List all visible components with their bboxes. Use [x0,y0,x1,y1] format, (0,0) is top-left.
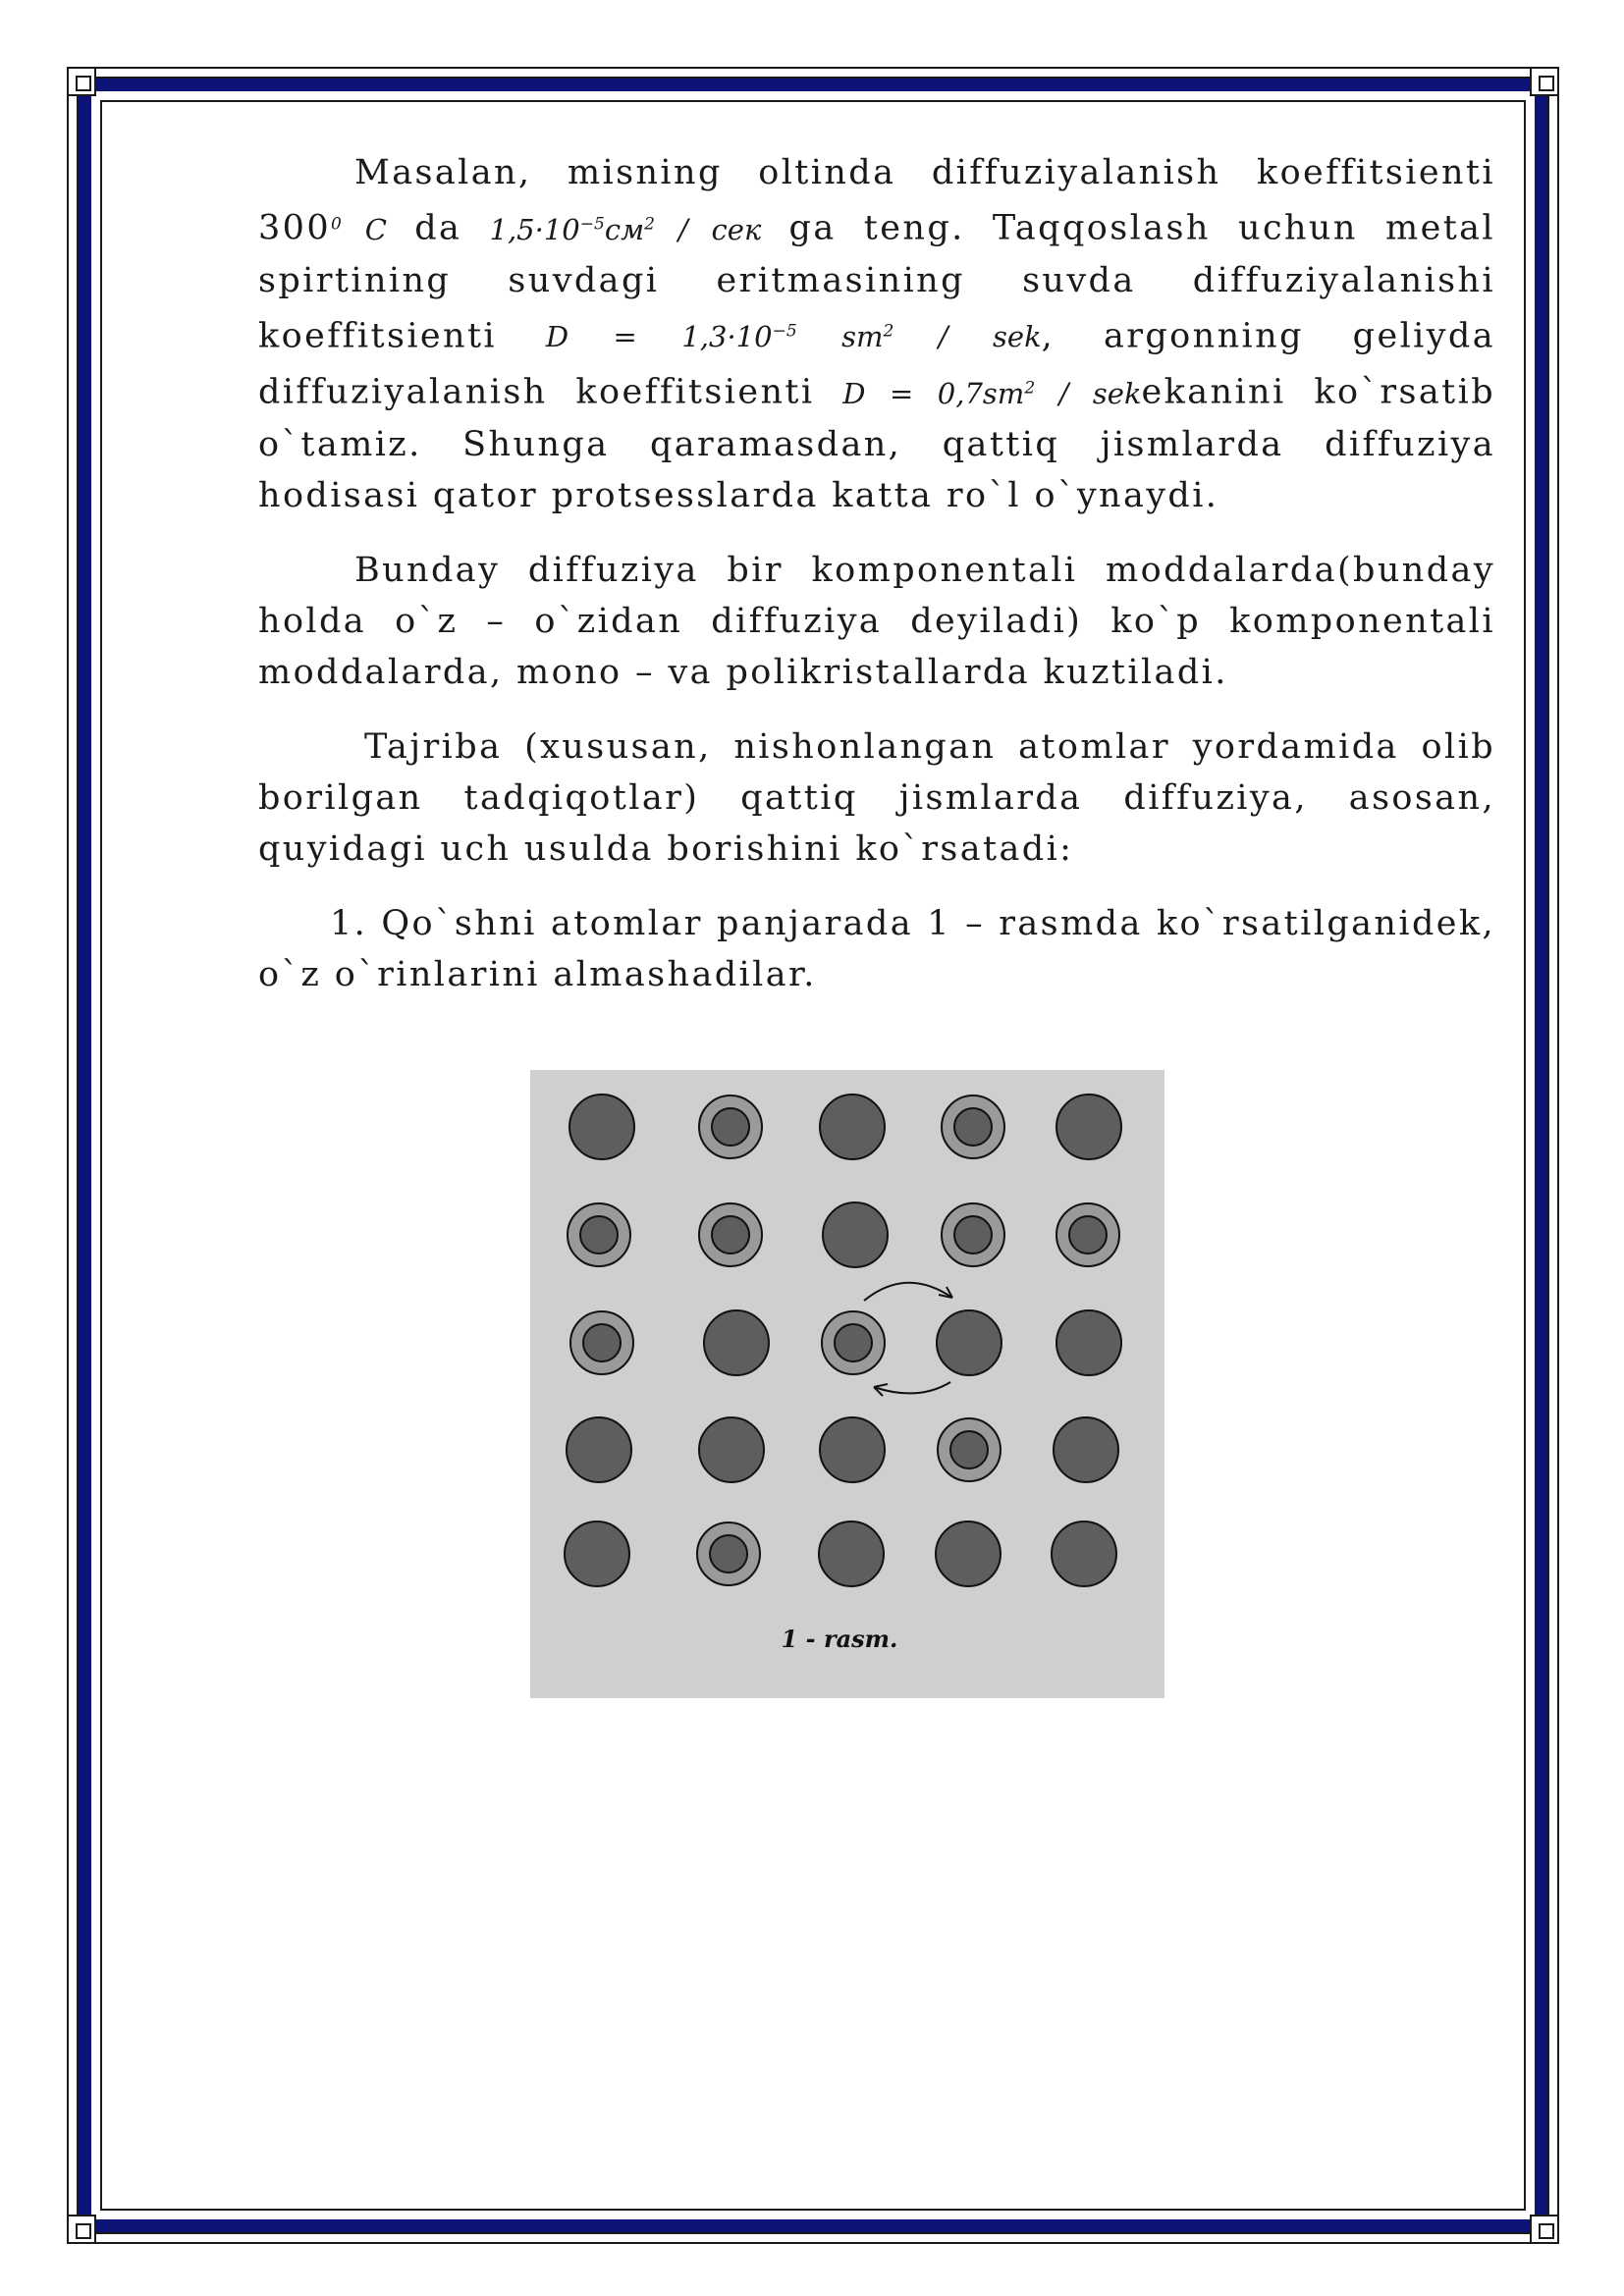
text-segment: ga teng. Taqqoslash uchun metal spirtining suvdagi eritmasining suvda diffuziyalanishi koeffitsienti [258,208,1496,356]
lattice-atom-2-4 [1056,1310,1121,1375]
lattice-atom-2-3 [937,1310,1001,1375]
frame-corner-top-left [67,67,96,96]
lattice-atom-0-2 [820,1095,885,1159]
figure-caption: 1 - rasm. [781,1625,898,1653]
marked-atom-2-2 [822,1311,885,1374]
lattice-atom-3-0 [567,1417,631,1482]
document-body [258,147,1495,1024]
formula-argon-in-helium: $D = 0,7sm^2$ / sek [842,376,1142,410]
formula-copper-in-gold: $1,5\cdot 10^{-5}см^2$ / сек [489,212,762,246]
formula-temperature: $^0$ C [331,212,387,246]
marked-atom-1-3 [942,1203,1004,1266]
lattice-atom-4-3 [936,1522,1001,1586]
marked-atom-0-1 [699,1095,762,1158]
lattice-diagram [530,1070,1164,1698]
lattice-atom-3-4 [1054,1417,1118,1482]
marked-atom-4-1 [697,1522,760,1585]
marked-atom-1-1 [699,1203,762,1266]
marked-atom-1-4 [1056,1203,1119,1266]
list-item-1: 1. Qo`shni atomlar panjarada 1 – rasmda ko`rsatilganidek, o`z o`rinlarini almashadilar. [258,903,1495,994]
lattice-atom-4-2 [819,1522,884,1586]
paragraph-diffusion-types: Bunday diffuziya bir komponentali moddalarda(bunday holda o`z – o`zidan diffuziya deyiladi) ko`p komponentali moddalarda, mono – va polikristallarda kuztiladi. [258,550,1495,692]
lattice-atom-2-1 [704,1310,769,1375]
frame-corner-top-right [1530,67,1559,96]
frame-corner-bottom-left [67,2215,96,2244]
text-segment: Masalan, misning oltinda diffuziyalanish koeffitsienti 300 [258,153,1495,248]
marked-atom-3-3 [938,1418,1001,1481]
lattice-atom-1-2 [823,1202,888,1267]
lattice-atom-4-0 [565,1522,629,1586]
text-segment: ekanini ko`rsatib o`tamiz. Shunga qaramasdan, qattiq jismlarda diffuziya hodisasi qator protsesslarda katta ro`l o`ynaydi. [258,372,1495,515]
marked-atom-1-0 [568,1203,630,1266]
lattice-atom-0-4 [1056,1095,1121,1159]
paragraph-experiment: Tajriba (xususan, nishonlangan atomlar yordamida olib borilgan tadqiqotlar) qattiq jismlarda diffuziya, asosan, quyidagi uch usulda borishini ko`rsatadi: [258,726,1495,869]
text-segment: da [414,208,462,248]
frame-corner-bottom-right [1530,2215,1559,2244]
lattice-atom-4-4 [1052,1522,1116,1586]
marked-atom-0-3 [942,1095,1004,1158]
lattice-atom-3-2 [820,1417,885,1482]
text-segment: , argonning geliyda diffuziyalanish koeffitsienti [258,316,1496,412]
lattice-atom-0-0 [569,1095,634,1159]
lattice-atom-3-1 [699,1417,764,1482]
marked-atom-2-0 [570,1311,633,1374]
formula-alcohol-in-water: $D = 1,3\cdot 10^{-5}$ $sm^2$ / sek [545,320,1042,354]
exchange-arrow-top [864,1283,952,1301]
paragraph-diffusion-coefficients [258,147,1495,521]
figure-lattice-exchange [530,1070,1164,1698]
